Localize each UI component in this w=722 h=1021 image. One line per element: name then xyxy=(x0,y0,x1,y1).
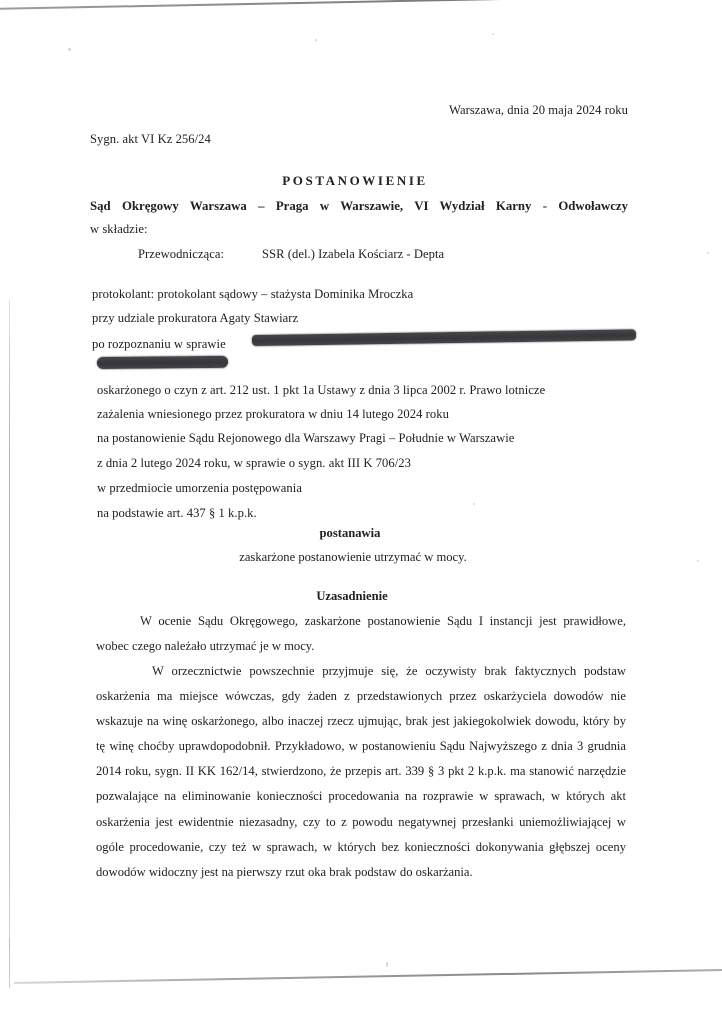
legal-basis-line: na podstawie art. 437 § 1 k.p.k. xyxy=(97,506,257,520)
court-clerk-line: protokolant: protokolant sądowy – stażysta Dominika Mroczka xyxy=(92,287,414,301)
scan-speck xyxy=(386,962,388,967)
case-number: Sygn. akt VI Kz 256/24 xyxy=(90,132,211,146)
composition-label: w składzie: xyxy=(90,222,148,236)
recognition-line: po rozpoznaniu w sprawie xyxy=(92,337,226,351)
reasons-paragraph: W ocenie Sądu Okręgowego, zaskarżone postanowienie Sądu I instancji jest prawidłowe, wobec czego należało utrzymać je w mocy. xyxy=(96,614,626,654)
redaction-bar xyxy=(97,356,228,369)
appealed-ruling-date-line: z dnia 2 lutego 2024 roku, w sprawie o sygn. akt III K 706/23 xyxy=(97,456,411,470)
reasons-paragraph: W orzecznictwie powszechnie przyjmuje się, że oczywisty brak faktycznych podstaw oskarżenia ma miejsce wówczas, gdy żaden z przedstawionych przez oskarżyciela dowodów nie wskazuje na winę oskarżonego, albo inaczej rzecz ujmując, brak jest jakiegokolwiek dowodu, który by tę winę choćby uprawdopodobnił. Przykładowo, w postanowieniu Sądu Najwyższego z dnia 3 grudnia 2014 roku, sygn. II KK 162/14, stwierdzono, że przepis art. 339 § 3 pkt 2 k.p.k. ma stanowić narzędzie pozwalające na eliminowanie konieczności procedowania na rozprawie w sprawach, w których akt oskarżenia jest ewidentnie niezasadny, czy to z powodu negatywnej przesłanki uniemożliwiającej w ogóle procedowanie, czy też w sprawach, w których bez konieczności dokonywania głębszej oceny dowodów widoczny jest na pierwszy rzut oka brak podstaw do oskarżania. xyxy=(96,664,626,879)
scan-speck xyxy=(315,39,317,41)
scan-edge-top xyxy=(0,0,722,10)
redaction-bar xyxy=(252,329,636,346)
charge-line: oskarżonego o czyn z art. 212 ust. 1 pkt 1a Ustawy z dnia 3 lipca 2002 r. Prawo lotnicze xyxy=(97,383,546,397)
presiding-judge-role: Przewodnicząca: xyxy=(138,247,225,261)
court-designation: Sąd Okręgowy Warszawa – Praga w Warszawie, VI Wydział Karny - Odwoławczy xyxy=(90,199,628,213)
reasons-heading: Uzasadnienie xyxy=(316,589,388,603)
document-title: POSTANOWIENIE xyxy=(282,173,428,188)
scan-edge-bottom xyxy=(14,969,722,984)
prosecutor-line: przy udziale prokuratora Agaty Stawiarz xyxy=(92,311,299,325)
scan-speck xyxy=(492,33,494,35)
subject-matter-line: w przedmiocie umorzenia postępowania xyxy=(97,481,302,495)
appeal-line: zażalenia wniesionego przez prokuratora w dniu 14 lutego 2024 roku xyxy=(97,407,449,421)
scan-speck xyxy=(473,503,475,505)
scan-speck xyxy=(68,48,71,51)
decision-verb: postanawia xyxy=(319,526,381,540)
scan-edge-left xyxy=(9,300,10,950)
scan-speck xyxy=(707,252,709,254)
scan-corner-bottom-left xyxy=(9,938,10,988)
presiding-judge-name: SSR (del.) Izabela Kościarz - Depta xyxy=(262,247,445,261)
decision-text: zaskarżone postanowienie utrzymać w mocy. xyxy=(239,550,467,564)
appealed-ruling-line: na postanowienie Sądu Rejonowego dla Warszawy Pragi – Południe w Warszawie xyxy=(97,431,515,445)
document-date: Warszawa, dnia 20 maja 2024 roku xyxy=(449,103,628,117)
